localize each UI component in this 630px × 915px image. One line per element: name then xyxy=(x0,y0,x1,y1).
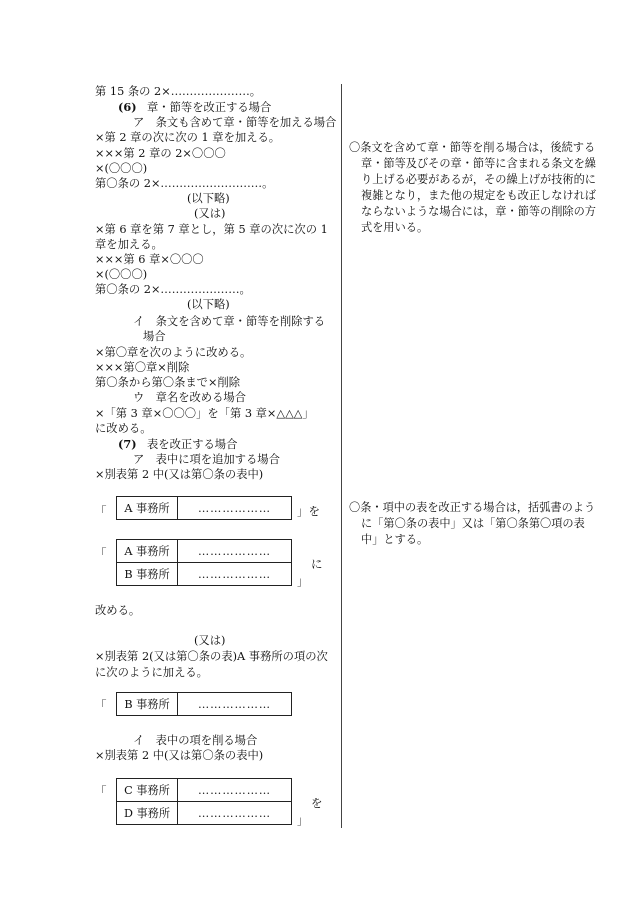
text-line: ×別表第 2 中(又は第〇条の表中) xyxy=(95,468,264,481)
table-cell: C 事務所 xyxy=(117,779,178,802)
text-line: ×第 2 章の次に次の 1 章を加える。 xyxy=(95,131,281,144)
text-line: (以下略) xyxy=(187,298,230,311)
subsection-heading: ア 表中に項を追加する場合 xyxy=(133,453,280,466)
text-line: 第〇条の 2×………………………。 xyxy=(95,177,274,190)
text-line: (又は) xyxy=(194,207,226,220)
table-row xyxy=(117,540,292,563)
table-cell: ……………… xyxy=(178,693,292,716)
table-cell: ……………… xyxy=(178,779,292,802)
text-line: 章を加える。 xyxy=(95,238,163,251)
table-cell: D 事務所 xyxy=(117,802,178,825)
connector-text: に xyxy=(311,557,323,571)
table-row xyxy=(117,779,292,802)
text-line: ×××第 6 章×〇〇〇 xyxy=(95,253,204,266)
close-bracket: 」を xyxy=(297,504,320,518)
row-table xyxy=(116,496,292,520)
text-line: 第〇条から第〇条まで×削除 xyxy=(95,376,241,389)
close-bracket: 」 xyxy=(297,813,309,827)
text-line: 第〇条の 2×…………………。 xyxy=(95,283,251,296)
subsection-heading: ア 条文も含めて章・節等を加える場合 xyxy=(133,116,337,129)
text-line: ×××第〇章×削除 xyxy=(95,361,190,374)
table-cell: A 事務所 xyxy=(117,540,178,563)
column-divider xyxy=(341,84,342,828)
text-line: ×「第 3 章×〇〇〇」を「第 3 章×△△△」 xyxy=(95,407,314,420)
connector-text: を xyxy=(311,796,323,810)
section-number: (6) xyxy=(118,100,137,114)
section-heading: 章・節等を改正する場合 xyxy=(147,101,272,114)
open-bracket: 「 xyxy=(95,784,107,798)
margin-note xyxy=(349,500,597,548)
margin-note xyxy=(349,140,597,236)
row-table xyxy=(116,692,292,716)
table-cell: A 事務所 xyxy=(117,497,178,520)
text-line: 改める。 xyxy=(95,604,141,617)
margin-note-text: 〇条・項中の表を改正する場合は，括弧書のように「第〇条の表中」又は「第〇条第〇項の表中」とする。 xyxy=(349,501,596,546)
table-cell: ……………… xyxy=(178,802,292,825)
table-cell: B 事務所 xyxy=(117,563,178,586)
close-bracket: 」 xyxy=(297,574,309,588)
open-bracket: 「 xyxy=(95,504,107,518)
subsection-heading: 場合 xyxy=(143,330,166,343)
text-line: ×別表第 2 中(又は第〇条の表中) xyxy=(95,749,264,762)
text-line: に改める。 xyxy=(95,422,152,435)
table-row xyxy=(117,802,292,825)
text-line: ×(〇〇〇) xyxy=(95,162,148,175)
table-row xyxy=(117,563,292,586)
text-line: に次のように加える。 xyxy=(95,666,208,679)
table-cell: ……………… xyxy=(178,563,292,586)
margin-note-text: 〇条文を含めて章・節等を削る場合は，後続する章・節等及びその章・節等に含まれる条文を繰り上げる必要があるが，その繰上げが技術的に複雑となり，また他の規定をも改正しなければならないような場合には，章・節等の削除の方式を用いる。 xyxy=(349,141,596,234)
text-line: 第 15 条の 2×…………………。 xyxy=(95,85,262,98)
text-line: ×××第 2 章の 2×〇〇〇 xyxy=(95,147,226,160)
section-heading: 表を改正する場合 xyxy=(147,438,238,451)
subsection-heading: イ 表中の項を削る場合 xyxy=(133,734,258,747)
table-cell: ……………… xyxy=(178,497,292,520)
section-number: (7) xyxy=(118,437,137,451)
table-cell: B 事務所 xyxy=(117,693,178,716)
subsection-heading: ウ 章名を改める場合 xyxy=(133,391,246,404)
row-table xyxy=(116,778,292,825)
subsection-heading: イ 条文を含めて章・節等を削除する xyxy=(133,315,326,328)
open-bracket: 「 xyxy=(95,698,107,712)
text-line: (以下略) xyxy=(187,192,230,205)
text-line: (又は) xyxy=(194,634,226,647)
table-row xyxy=(117,693,292,716)
row-table xyxy=(116,539,292,586)
text-line: ×第〇章を次のように改める。 xyxy=(95,346,252,359)
table-cell: ……………… xyxy=(178,540,292,563)
table-row xyxy=(117,497,292,520)
open-bracket: 「 xyxy=(95,546,107,560)
text-line: ×第 6 章を第 7 章とし，第 5 章の次に次の 1 xyxy=(95,223,328,236)
text-line: ×(〇〇〇) xyxy=(95,268,148,281)
text-line: ×別表第 2(又は第〇条の表)A 事務所の項の次 xyxy=(95,650,328,663)
